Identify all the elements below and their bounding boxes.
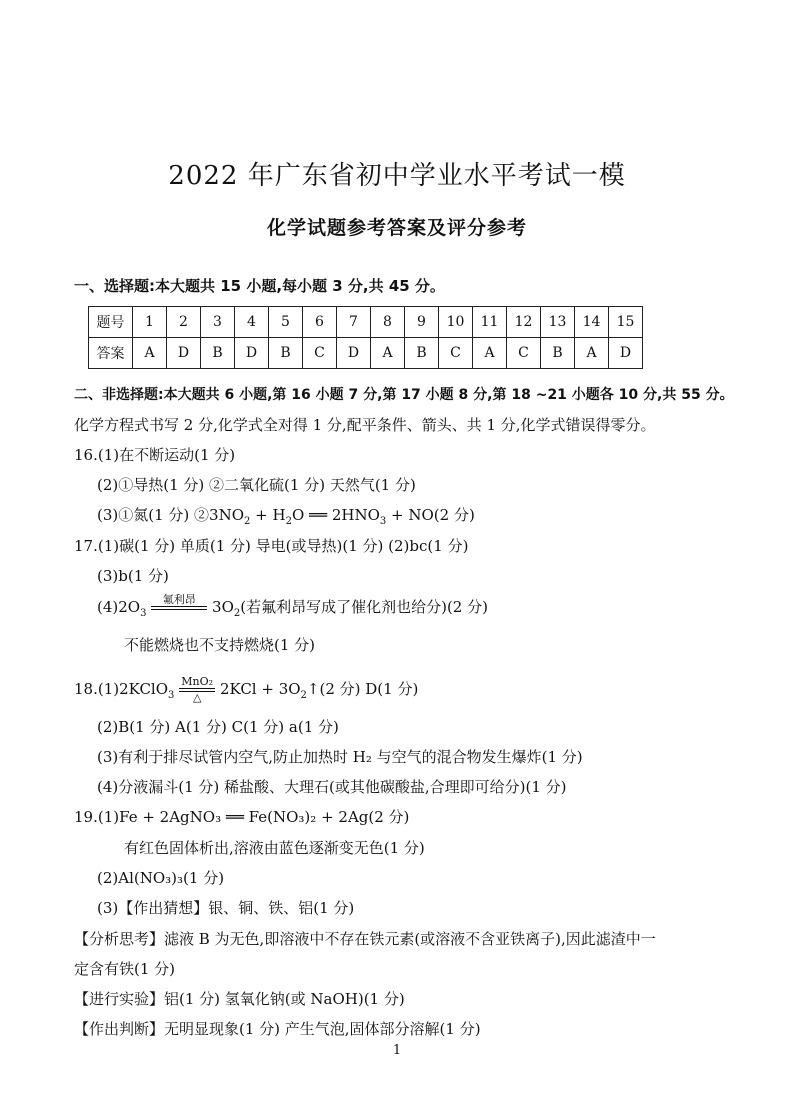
table-cell: 5 <box>269 307 303 338</box>
answer-table <box>88 306 643 369</box>
table-cell: A <box>371 338 405 369</box>
table-cell: 7 <box>337 307 371 338</box>
q16-3-part: + H <box>250 506 286 524</box>
table-cell: A <box>473 338 507 369</box>
table-cell: 10 <box>439 307 473 338</box>
row-label-answer: 答案 <box>89 338 133 369</box>
q18-4: (4)分液漏斗(1 分) 稀盐酸、大理石(或其他碳酸盐,合理即可给分)(1 分) <box>97 778 567 796</box>
table-row-numbers <box>89 307 643 338</box>
table-cell: C <box>439 338 473 369</box>
q17-4: $(4)2O_3$ 氟利昂 $3O_2$(若氟利昂写成了催化剂也给分)(2 分) <box>97 593 488 619</box>
table-cell: 15 <box>609 307 643 338</box>
section2-heading: 二、非选择题:本大题共 6 小题,第 16 小题 7 分,第 17 小题 8 分,第 18 ~21 小题各 10 分,共 55 分。 <box>74 387 734 403</box>
table-cell: 9 <box>405 307 439 338</box>
table-cell: B <box>201 338 235 369</box>
q18-1-part: 2KCl + 3O <box>219 680 301 698</box>
table-cell: 6 <box>303 307 337 338</box>
q16-2: (2)①导热(1 分) ②二氧化硫(1 分) 天然气(1 分) <box>97 476 416 494</box>
q19-1-b: 有红色固体析出,溶液由蓝色逐渐变无色(1 分) <box>124 839 425 857</box>
section1-heading: 一、选择题:本大题共 15 小题,每小题 3 分,共 45 分。 <box>74 277 445 295</box>
q19-1: 19.(1)Fe + 2AgNO₃ ══ Fe(NO₃)₂ + 2Ag(2 分) <box>74 808 410 826</box>
reaction-condition <box>151 594 207 610</box>
q16-3-part: O ══ 2HNO <box>291 506 380 524</box>
q19-6: 【作出判断】无明显现象(1 分) 产生气泡,固体部分溶解(1 分) <box>74 1020 481 1038</box>
q19-4-b: 定含有铁(1 分) <box>74 960 176 978</box>
page-number: 1 <box>392 1043 402 1058</box>
q16-1: 16.(1)在不断运动(1 分) <box>74 446 236 464</box>
table-cell: 13 <box>541 307 575 338</box>
q19-2: (2)Al(NO₃)₃(1 分) <box>97 869 225 887</box>
table-cell: 2 <box>167 307 201 338</box>
condition-top: 氟利昂 <box>162 593 196 606</box>
table-row-answers <box>89 338 643 369</box>
section2-note: 化学方程式书写 2 分,化学式全对得 1 分,配平条件、箭头、共 1 分,化学式错误得零分。 <box>74 416 656 434</box>
q19-3: (3)【作出猜想】银、铜、铁、铝(1 分) <box>97 899 355 917</box>
table-cell: 11 <box>473 307 507 338</box>
q18-2: (2)B(1 分) A(1 分) C(1 分) a(1 分) <box>97 718 339 736</box>
q18-3: (3)有利于排尽试管内空气,防止加热时 H₂ 与空气的混合物发生爆炸(1 分) <box>97 748 583 766</box>
q18-1: 18.(1)2KClO$_3$ $\frac{\text{MnO₂}}{\triangle}$ $2KCl + 3O_2↑(2$ 分) D(1 分) <box>74 675 419 704</box>
table-cell: C <box>507 338 541 369</box>
page-title: 2022 年广东省初中学业水平考试一模 <box>168 161 626 191</box>
table-cell: B <box>541 338 575 369</box>
table-cell: B <box>405 338 439 369</box>
q16-3: (3)①氮(1 分) $②3NO_2 + H_2O$ ══ $2HNO_3 + NO(2$ 分) <box>97 506 475 527</box>
page-subtitle: 化学试题参考答案及评分参考 <box>266 217 527 239</box>
reaction-condition <box>179 676 215 704</box>
table-cell: 1 <box>133 307 167 338</box>
q17-4-part: (若氟利昂写成了催化剂也给分)(2 分) <box>240 598 488 616</box>
q18-1-part: 18.(1)2KClO <box>74 680 169 698</box>
q19-4: 【分析思考】滤液 B 为无色,即溶液中不存在铁元素(或溶液不含亚铁离子),因此滤渣中一 <box>74 930 656 948</box>
q19-5: 【进行实验】铝(1 分) 氢氧化钠(或 NaOH)(1 分) <box>74 990 405 1008</box>
q16-3-part: + NO(2 分) <box>386 506 475 524</box>
table-cell: D <box>167 338 201 369</box>
table-cell: C <box>303 338 337 369</box>
table-cell: B <box>269 338 303 369</box>
condition-top: MnO₂ <box>181 675 214 688</box>
table-cell: 14 <box>575 307 609 338</box>
q17-3: (3)b(1 分) <box>97 567 169 585</box>
condition-bottom: △ <box>192 691 202 704</box>
table-cell: A <box>575 338 609 369</box>
table-cell: D <box>235 338 269 369</box>
q17-4-part: (4)2O <box>97 598 141 616</box>
q17-4-b: 不能燃烧也不支持燃烧(1 分) <box>124 636 316 654</box>
table-cell: 4 <box>235 307 269 338</box>
q17-1: 17.(1)碳(1 分) 单质(1 分) 导电(或导热)(1 分) (2)bc(1 分) <box>74 537 469 555</box>
table-cell: D <box>609 338 643 369</box>
table-cell: A <box>133 338 167 369</box>
table-cell: 3 <box>201 307 235 338</box>
row-label-number: 题号 <box>89 307 133 338</box>
double-bar <box>151 606 207 610</box>
q16-3-part: (3)①氮(1 分) ②3NO <box>97 506 244 524</box>
table-cell: 12 <box>507 307 541 338</box>
table-cell: 8 <box>371 307 405 338</box>
q17-4-part: 3O <box>212 598 234 616</box>
table-cell: D <box>337 338 371 369</box>
q18-1-part: ↑(2 分) D(1 分) <box>306 680 419 698</box>
